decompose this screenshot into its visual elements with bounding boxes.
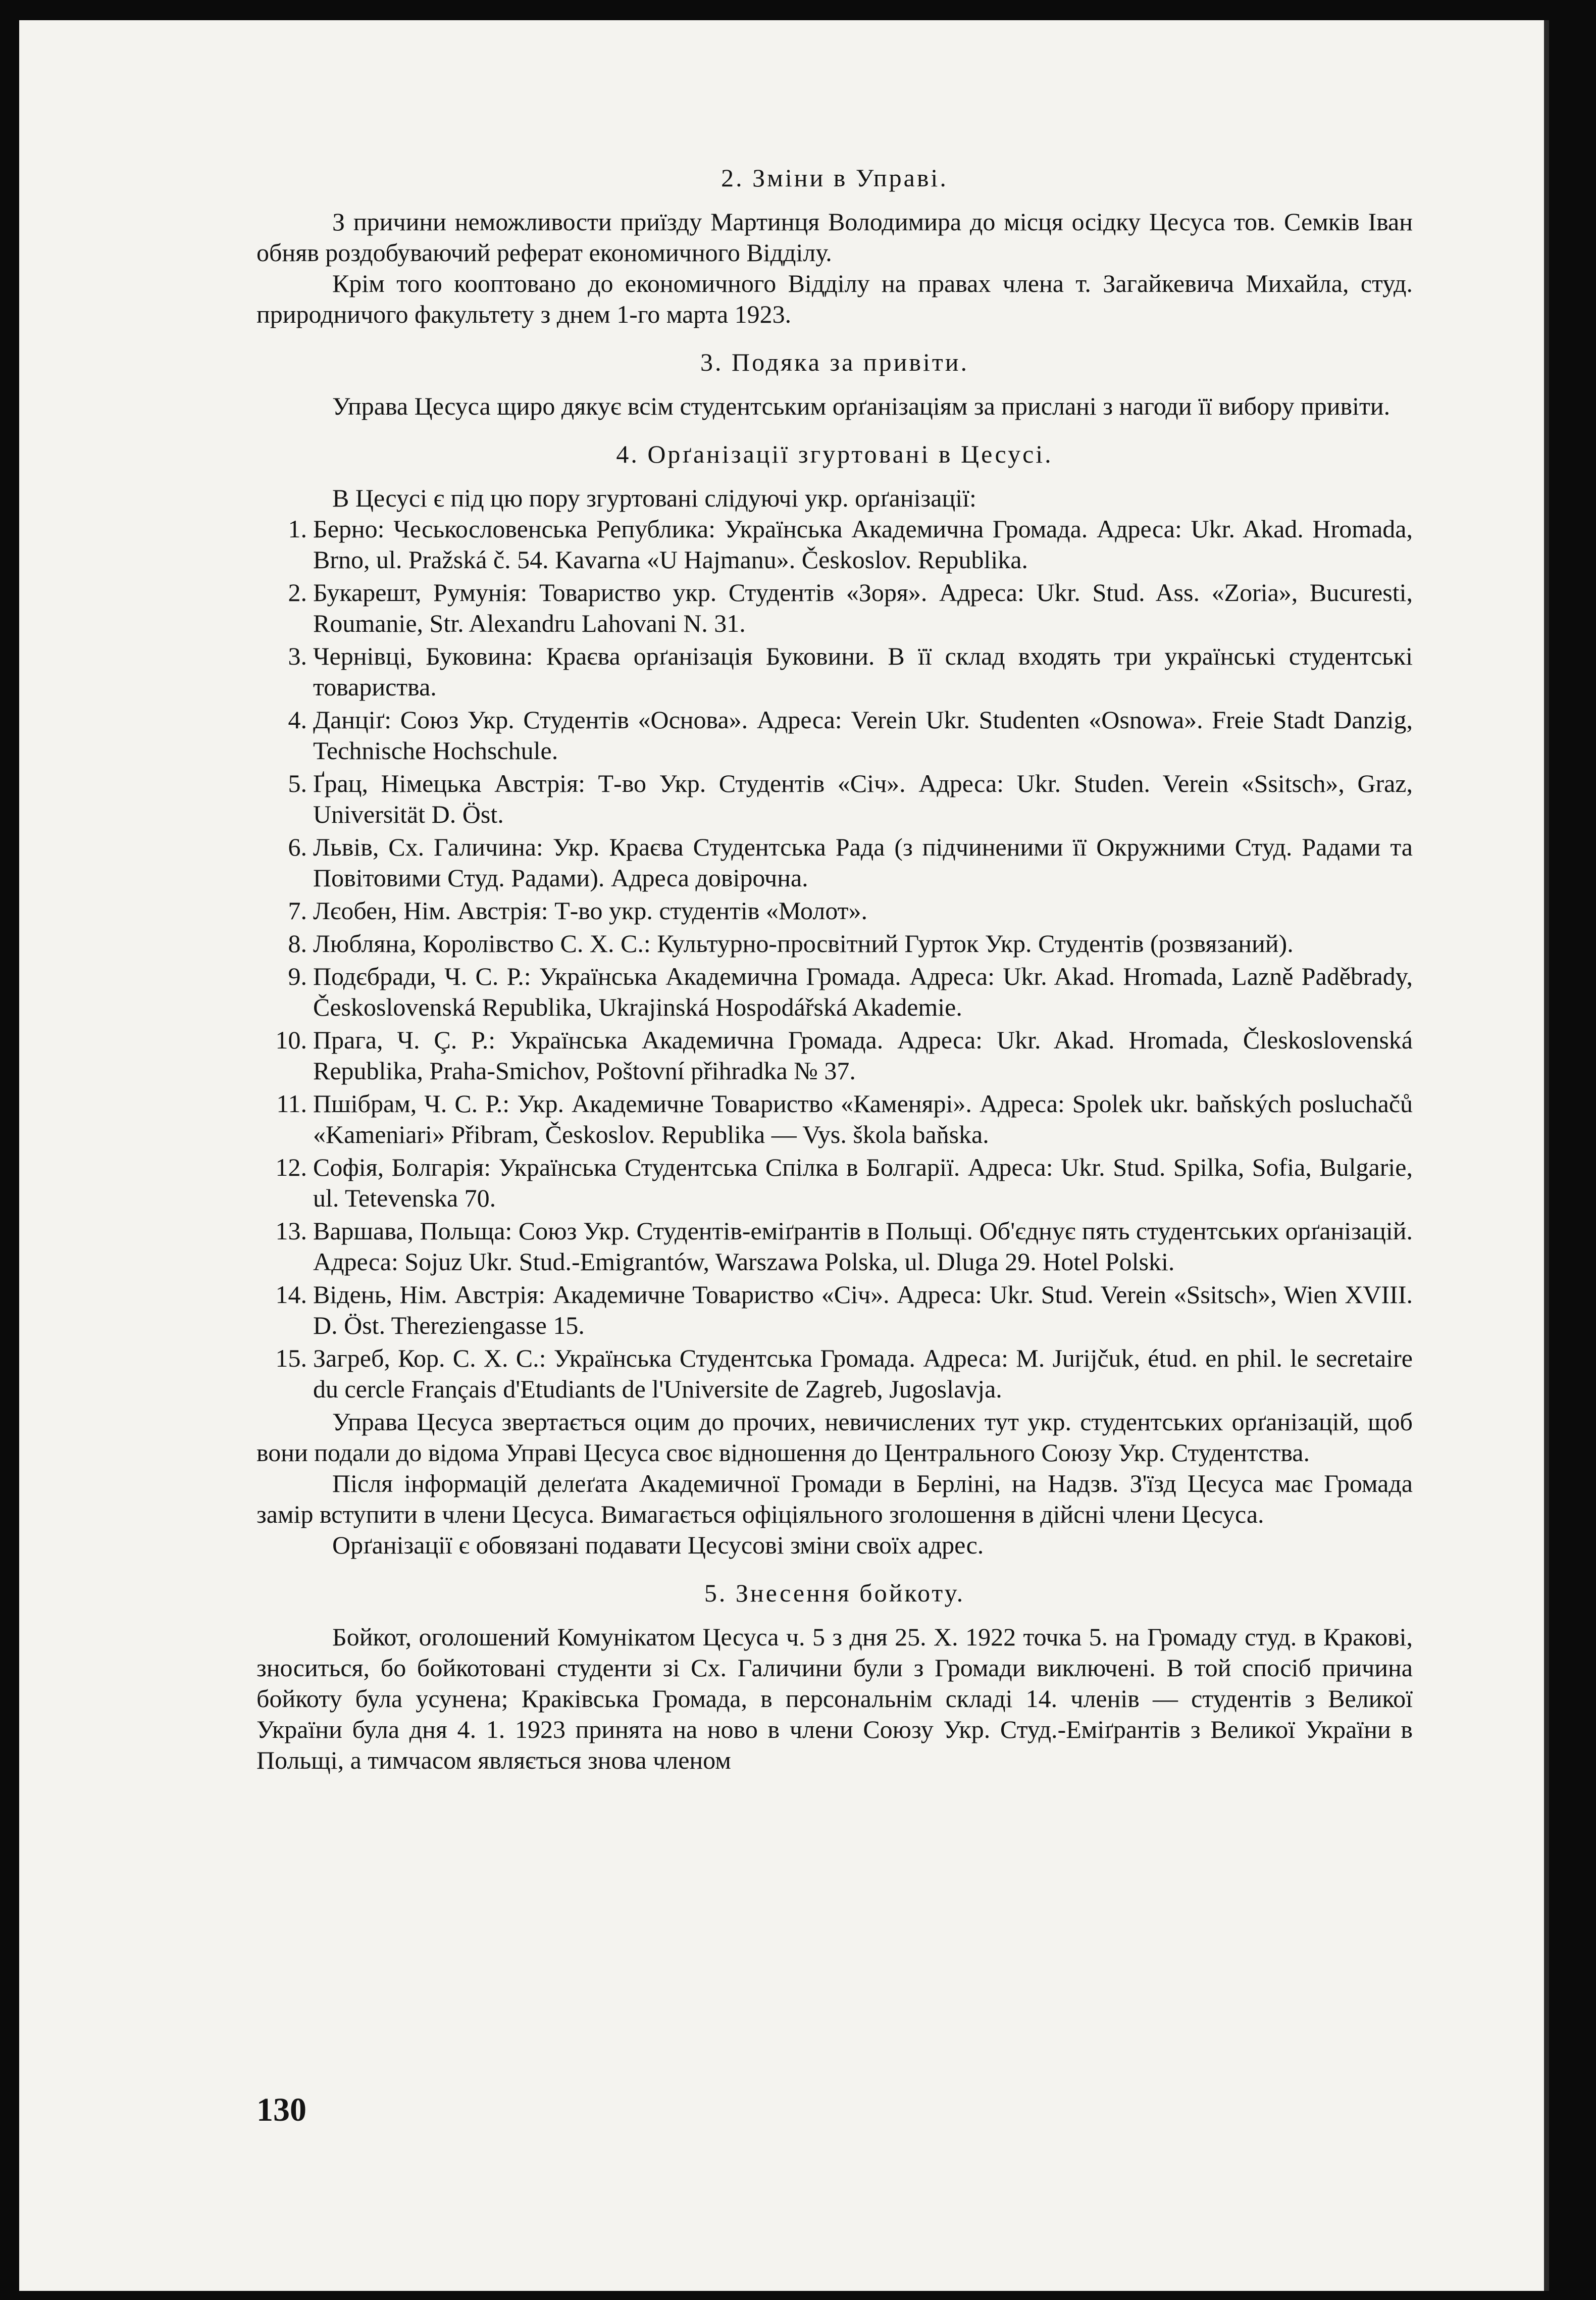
item-text: Загреб, Кор. С. Х. С.: Українська Студентська Громада. Адреса: M. Jurijčuk, étud. en phil. le secretaire du cercle Français d'Etudiants de l'Universite de Zagreb, Jugoslavja. — [313, 1344, 1413, 1403]
section-heading: 5. Знесення бойкоту. — [704, 1579, 965, 1607]
list-item — [256, 768, 1413, 830]
list-item — [256, 1088, 1413, 1150]
item-number: 7. — [288, 896, 307, 925]
list-item — [256, 514, 1413, 575]
page-number: 130 — [256, 2091, 306, 2128]
item-number: 14. — [275, 1280, 307, 1309]
list-item — [256, 1343, 1413, 1405]
paragraph: Управа Цесуса щиро дякує всім студентським орґанізаціям за прислані з нагоди її вибору привіти. — [332, 392, 1391, 420]
section-changes-in-board — [256, 163, 1413, 330]
item-text: Люблянa, Королівство С. Х. С.: Культурно-просвітний Гурток Укр. Студентів (розвязаний). — [313, 929, 1294, 958]
section-heading: 3. Подяка за привіти. — [700, 348, 969, 376]
section-heading: 2. Зміни в Управі. — [721, 164, 948, 192]
paragraph: Управа Цесуса звертається оцим до прочих, невичислених тут укр. студентських орґанізацій, щоб вони подали до відома Управі Цесуса своє відношення до Центрального Союзу Укр. Студентства. — [256, 1408, 1413, 1467]
paragraph: З причини неможливости приїзду Мартинця Володимира до місця осідку Цесуса тов. Семків Іван обняв роздобуваючий реферат економичного Відділу. — [256, 208, 1413, 267]
section-organizations — [256, 439, 1413, 1561]
list-item — [256, 1025, 1413, 1086]
item-number: 3. — [288, 642, 307, 670]
section-thanks-for-greetings — [256, 347, 1413, 422]
list-item — [256, 832, 1413, 893]
list-item — [256, 895, 1413, 926]
item-number: 5. — [288, 769, 307, 797]
list-item — [256, 961, 1413, 1023]
document-page — [19, 20, 1549, 2291]
list-item — [256, 1152, 1413, 1214]
item-text: Берно: Чеськословенська Република: Українська Академична Громада. Адреса: Ukr. Akad. Hromada, Brno, ul. Pražská č. 54. Kavarna «U Hajmanu». Českoslov. Republika. — [313, 515, 1413, 574]
item-text: Данціґ: Союз Укр. Студентів «Основа». Адреса: Verein Ukr. Studenten «Osnowa». Freie Stadt Danzig, Technische Hochschule. — [313, 706, 1413, 765]
item-text: Варшава, Польща: Союз Укр. Студентів-еміґрантів в Польщі. Об'єднує пять студентських орґанізацій. Адреса: Sojuz Ukr. Stud.-Emigrantów, Warszawa Polska, ul. Dluga 29. Hotel Polski. — [313, 1217, 1413, 1276]
item-text: Лєобен, Нім. Австрія: Т-во укр. студентів «Молот». — [313, 896, 868, 925]
item-number: 6. — [288, 833, 307, 861]
item-text: Подєбради, Ч. С. Р.: Українська Академична Громада. Адреса: Ukr. Akad. Hromada, Lazně Paděbrady, Československá Republika, Ukrajinská Hospodářská Akademie. — [313, 962, 1413, 1021]
list-item — [256, 1279, 1413, 1341]
item-number: 4. — [288, 706, 307, 734]
list-item — [256, 577, 1413, 639]
item-text: Львів, Сх. Галичина: Укр. Краєва Студентська Рада (з підчиненими її Окружними Студ. Радами та Повітовими Студ. Радами). Адреса довірочна. — [313, 833, 1413, 892]
item-number: 11. — [276, 1089, 307, 1118]
list-item — [256, 641, 1413, 703]
item-number: 10. — [275, 1026, 307, 1054]
section-heading: 4. Орґанізації згуртовані в Цесусі. — [616, 440, 1053, 468]
list-item — [256, 705, 1413, 766]
item-text: Софія, Болгарія: Українська Студентська Спілка в Болгарії. Адреса: Ukr. Stud. Spilka, Sofia, Bulgarie, ul. Tetevenska 70. — [313, 1153, 1413, 1212]
paragraph: Крім того кооптовано до економичного Відділу на правах члена т. Загайкевича Михайла, студ. природничого факультету з днем 1-го марта 1923. — [256, 269, 1413, 328]
paragraph: В Цесусі є під цю пору згуртовані слідуючі укр. орґанізації: — [332, 484, 976, 512]
item-number: 1. — [288, 515, 307, 543]
item-text: Букарешт, Румунія: Товариство укр. Студентів «Зоря». Адреса: Ukr. Stud. Ass. «Zoria», Bucuresti, Roumanie, Str. Alexandru Lahovani N. 31. — [313, 578, 1413, 637]
item-text: Відень, Нім. Австрія: Академичне Товариство «Січ». Адреса: Ukr. Stud. Verein «Ssitsch», Wien XVIII. D. Öst. Thereziengasse 15. — [313, 1280, 1413, 1339]
item-text: Чернівці, Буковина: Краєва орґанізація Буковини. В її склад входять три українські студентські товариства. — [313, 642, 1413, 701]
item-number: 9. — [288, 962, 307, 990]
section-boycott-lifted — [256, 1578, 1413, 1776]
item-text: Прага, Ч. Ç. Р.: Українська Академична Громада. Адреса: Ukr. Akad. Hromada, Čleskoslovenská Republika, Praha-Smichov, Poštovní přihradka № 37. — [313, 1026, 1413, 1085]
item-text: Пшібрам, Ч. С. Р.: Укр. Академичне Товариство «Каменярі». Адреса: Spolek ukr. baňských posluchačů «Kameniari» Přibram, Českoslov. Republika — Vys. škola baňska. — [313, 1089, 1413, 1148]
page-content — [256, 163, 1413, 1793]
item-number: 13. — [275, 1217, 307, 1245]
organizations-list — [256, 514, 1413, 1405]
item-number: 8. — [288, 929, 307, 958]
list-item — [256, 928, 1413, 959]
item-number: 15. — [275, 1344, 307, 1372]
item-number: 12. — [275, 1153, 307, 1181]
paragraph: Бойкот, оголошений Комунікатом Цесуса ч. 5 з дня 25. X. 1922 точка 5. на Громаду студ. в Кракові, зноситься, бо бойкотовані студенти зі Сх. Галичини були з Громади виключені. В той спосіб причина бойкоту була усунена; Краківська Громада, в персональнім складі 14. членів — студентів з Великої України була дня 4. 1. 1923 принята на ново в члени Союзу Укр. Студ.-Еміґрантів з Великої України в Польщі, а тимчасом являється знова членом — [256, 1623, 1413, 1774]
item-text: Ґрац, Німецька Австрія: Т-во Укр. Студентів «Січ». Адреса: Ukr. Studen. Verein «Ssitsch», Graz, Universität D. Öst. — [313, 769, 1413, 828]
paragraph: Орґанізації є обовязані подавати Цесусові зміни своїх адрес. — [332, 1531, 984, 1559]
list-item — [256, 1216, 1413, 1277]
item-number: 2. — [288, 578, 307, 607]
paragraph: Після інформацій делеґата Академичної Громади в Берліні, на Надзв. З'їзд Цесуса має Громада замір вступити в члени Цесуса. Вимагається офіціяльного зголошення в дійсні члени Цесуса. — [256, 1469, 1413, 1528]
